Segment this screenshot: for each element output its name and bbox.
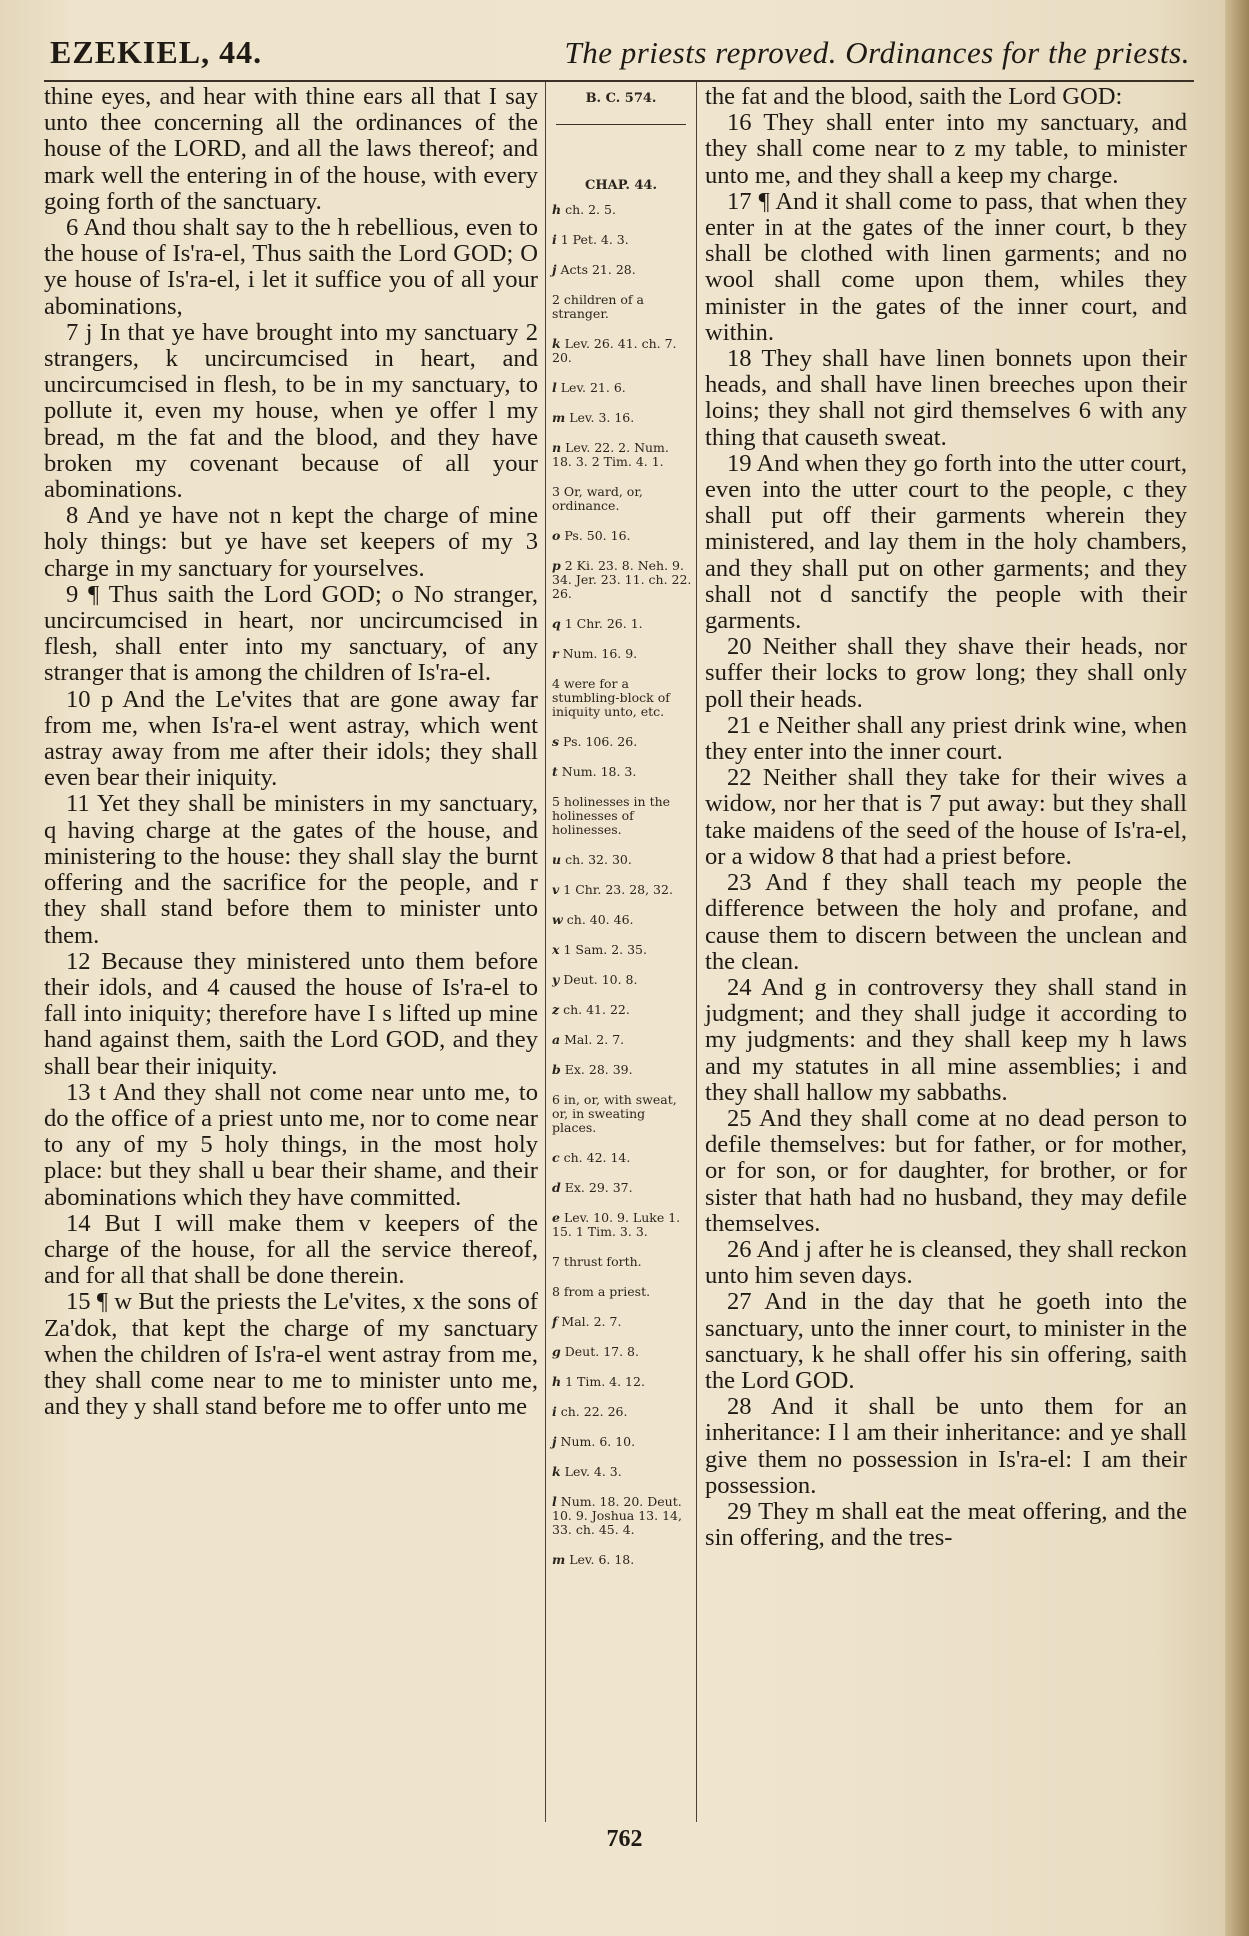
- cross-reference-note: [550, 1063, 692, 1077]
- reference-text: 1 Sam. 2. 35.: [563, 942, 647, 957]
- page-edge: [1225, 0, 1249, 1936]
- reference-text: ch. 40. 46.: [566, 912, 634, 927]
- reference-letter: o: [552, 528, 561, 543]
- reference-text: Lev. 26. 41. ch. 7. 20.: [552, 336, 677, 365]
- reference-text: Num. 18. 20. Deut. 10. 9. Joshua 13. 14, 33. ch. 45. 4.: [552, 1494, 682, 1537]
- cross-reference-note: [550, 1345, 692, 1359]
- page-topic: The priests reproved. Ordinances for the priests.: [564, 35, 1190, 70]
- reference-text: ch. 41. 22.: [563, 1002, 630, 1017]
- reference-text: 5 holinesses in the holinesses of holinesses.: [552, 794, 671, 837]
- reference-text: Lev. 4. 3.: [564, 1464, 622, 1479]
- cross-reference-list: [550, 203, 692, 1567]
- verse-paragraph: 11 Yet they shall be ministers in my sanctuary, q having charge at the gates of the house, and ministering to the house: they shall slay the burnt offering and the sacrifice for the people, and r they shall stand before them to minister unto them.: [44, 790, 538, 949]
- verse-paragraph: 20 Neither shall they shave their heads, nor suffer their locks to grow long; they shall only poll their heads.: [705, 633, 1187, 713]
- cross-reference-note: [550, 853, 692, 867]
- reference-text: Lev. 3. 16.: [569, 410, 635, 425]
- reference-text: 1 Chr. 26. 1.: [564, 616, 643, 631]
- reference-letter: j: [552, 1434, 557, 1449]
- verse-paragraph: 28 And it shall be unto them for an inheritance: I l am their inheritance: and ye shall give them no possession in Is'ra-el: I am their possession.: [705, 1393, 1187, 1499]
- reference-text: 2 children of a stranger.: [552, 292, 644, 321]
- left-text-column: [44, 84, 538, 1420]
- cross-reference-note: [550, 735, 692, 749]
- reference-text: ch. 32. 30.: [565, 852, 632, 867]
- cross-reference-note: [550, 233, 692, 247]
- cross-reference-note: [550, 559, 692, 601]
- cross-reference-note: [550, 263, 692, 277]
- reference-text: Lev. 10. 9. Luke 1. 15. 1 Tim. 3. 3.: [552, 1210, 681, 1239]
- book-title: EZEKIEL, 44.: [50, 34, 263, 70]
- right-text-column: [705, 84, 1187, 1551]
- verse-paragraph: 18 They shall have linen bonnets upon their heads, and shall have linen breeches upon their loins; they shall not gird themselves 6 with any thing that causeth sweat.: [705, 345, 1187, 451]
- reference-text: 1 Pet. 4. 3.: [560, 232, 629, 247]
- reference-text: Ex. 28. 39.: [564, 1062, 633, 1077]
- cross-reference-note: [550, 1033, 692, 1047]
- reference-text: Ps. 50. 16.: [564, 528, 631, 543]
- reference-letter: u: [552, 852, 562, 867]
- reference-text: ch. 2. 5.: [565, 202, 616, 217]
- reference-letter: s: [552, 734, 560, 749]
- reference-text: Num. 18. 3.: [561, 764, 637, 779]
- reference-letter: g: [552, 1344, 561, 1359]
- cross-reference-note: [550, 441, 692, 469]
- reference-letter: r: [552, 646, 559, 661]
- reference-text: ch. 22. 26.: [560, 1404, 628, 1419]
- verse-paragraph: 26 And j after he is cleansed, they shall reckon unto him seven days.: [705, 1235, 1187, 1290]
- reference-letter: l: [552, 380, 557, 395]
- column-divider-right: [696, 82, 697, 1822]
- reference-letter: p: [552, 558, 561, 573]
- reference-letter: z: [552, 1002, 560, 1017]
- cross-reference-note: [550, 1255, 692, 1269]
- verse-paragraph: 21 e Neither shall any priest drink wine, when they enter into the inner court.: [705, 711, 1187, 766]
- verse-paragraph: 17 ¶ And it shall come to pass, that when they enter in at the gates of the inner court, b they shall be clothed with linen garments; and no wool shall come upon them, whiles they minister in the gates of the inner court, and within.: [705, 187, 1187, 346]
- reference-letter: v: [552, 882, 560, 897]
- reference-letter: j: [552, 262, 557, 277]
- reference-text: Lev. 22. 2. Num. 18. 3. 2 Tim. 4. 1.: [552, 440, 669, 469]
- verse-paragraph: 25 And they shall come at no dead person to defile themselves: but for father, or for mother, or for son, or for daughter, for brother, or for sister that hath had no husband, they may defile themselves.: [705, 1104, 1187, 1237]
- reference-letter: y: [552, 972, 560, 987]
- reference-text: 2 Ki. 23. 8. Neh. 9. 34. Jer. 23. 11. ch. 22. 26.: [552, 558, 692, 601]
- verse-paragraph: thine eyes, and hear with thine ears all that I say unto thee concerning all the ordinances of the house of the LORD, and all the laws thereof; and mark well the entering in of the house, with every going forth of the sanctuary.: [44, 83, 538, 215]
- cross-reference-note: [550, 1315, 692, 1329]
- cross-reference-note: [550, 1285, 692, 1299]
- cross-reference-note: [550, 943, 692, 957]
- reference-letter: f: [552, 1314, 558, 1329]
- reference-letter: k: [552, 336, 561, 351]
- cross-reference-note: [550, 913, 692, 927]
- verse-paragraph: 7 j In that ye have brought into my sanctuary 2 strangers, k uncircumcised in heart, and uncircumcised in flesh, to be in my sanctuary, to pollute it, even my house, when ye offer l my bread, m the fat and the blood, and they have broken my covenant because of all your abominations.: [44, 318, 538, 504]
- reference-text: Lev. 21. 6.: [560, 380, 626, 395]
- reference-text: 1 Tim. 4. 12.: [565, 1374, 645, 1389]
- reference-letter: d: [552, 1180, 561, 1195]
- reference-letter: a: [552, 1032, 561, 1047]
- cross-reference-note: [550, 1151, 692, 1165]
- reference-text: 4 were for a stumbling-block of iniquity unto, etc.: [552, 676, 670, 719]
- reference-text: Mal. 2. 7.: [564, 1032, 625, 1047]
- reference-letter: t: [552, 764, 558, 779]
- reference-letter: n: [552, 440, 562, 455]
- verse-paragraph: 29 They m shall eat the meat offering, and the sin offering, and the tres-: [705, 1497, 1187, 1552]
- verse-paragraph: 12 Because they ministered unto them before their idols, and 4 caused the house of Is'ra-el to fall into iniquity; therefore have I s lifted up mine hand against them, saith the Lord GOD, and they shall bear their iniquity.: [44, 947, 538, 1080]
- era-label: B. C. 574.: [585, 91, 657, 106]
- cross-reference-note: [550, 485, 692, 513]
- cross-reference-note: [550, 617, 692, 631]
- verse-paragraph: 16 They shall enter into my sanctuary, and they shall come near to z my table, to minister unto me, and they shall a keep my charge.: [705, 109, 1187, 189]
- cross-reference-note: [550, 1495, 692, 1537]
- reference-text: 6 in, or, with sweat, or, in sweating places.: [552, 1092, 677, 1135]
- cross-reference-note: [550, 381, 692, 395]
- center-reference-column: [550, 84, 692, 1583]
- reference-text: Acts 21. 28.: [560, 262, 636, 277]
- cross-reference-note: [550, 203, 692, 217]
- reference-letter: q: [552, 616, 561, 631]
- reference-letter: c: [552, 1150, 560, 1165]
- cross-reference-note: [550, 795, 692, 837]
- reference-letter: l: [552, 1494, 557, 1509]
- reference-letter: e: [552, 1210, 560, 1225]
- cross-reference-note: [550, 337, 692, 365]
- chapter-label: CHAP. 44.: [584, 178, 657, 193]
- cross-reference-note: [550, 1465, 692, 1479]
- cross-reference-note: [550, 529, 692, 543]
- reference-letter: h: [552, 1374, 562, 1389]
- cross-reference-note: [550, 1375, 692, 1389]
- verse-paragraph: 27 And in the day that he goeth into the sanctuary, unto the inner court, to minister in the sanctuary, k he shall offer his sin offering, saith the Lord GOD.: [705, 1288, 1187, 1394]
- reference-text: 7 thrust forth.: [552, 1254, 642, 1269]
- reference-letter: i: [552, 232, 557, 247]
- cross-reference-note: [550, 1435, 692, 1449]
- cross-reference-note: [550, 677, 692, 719]
- verse-paragraph: 14 But I will make them v keepers of the charge of the house, for all the service thereof, and for all that shall be done therein.: [44, 1209, 538, 1290]
- verse-paragraph: 24 And g in controversy they shall stand in judgment; and they shall judge it according to my judgments: and they shall keep my h laws and my statutes in all mine assemblies; i and they shall hallow my sabbaths.: [705, 973, 1187, 1106]
- reference-text: ch. 42. 14.: [563, 1150, 631, 1165]
- reference-letter: w: [552, 912, 563, 927]
- reference-text: Lev. 6. 18.: [569, 1552, 635, 1567]
- reference-text: Mal. 2. 7.: [561, 1314, 622, 1329]
- header-rule: [44, 80, 1194, 82]
- reference-text: Ps. 106. 26.: [563, 734, 638, 749]
- cross-reference-note: [550, 1211, 692, 1239]
- reference-letter: x: [552, 942, 560, 957]
- cross-reference-note: [550, 1553, 692, 1567]
- verse-paragraph: 19 And when they go forth into the utter court, even into the utter court to the people, c they shall put off their garments wherein they ministered, and lay them in the holy chambers, and they shall put on other garments; and they shall not d sanctify the people with their garments.: [705, 449, 1187, 635]
- cross-reference-note: [550, 647, 692, 661]
- page-number: 762: [606, 1826, 643, 1852]
- reference-letter: b: [552, 1062, 561, 1077]
- reference-text: Ex. 29. 37.: [564, 1180, 633, 1195]
- column-divider-left: [545, 82, 546, 1822]
- reference-text: Deut. 17. 8.: [564, 1344, 639, 1359]
- cross-reference-note: [550, 883, 692, 897]
- cross-reference-note: [550, 973, 692, 987]
- verse-paragraph: 10 p And the Le'vites that are gone away far from me, when Is'ra-el went astray, which went astray away from me after their idols; they shall even bear their iniquity.: [44, 685, 538, 792]
- reference-letter: k: [552, 1464, 561, 1479]
- verse-paragraph: the fat and the blood, saith the Lord GOD:: [705, 83, 1123, 110]
- cross-reference-note: [550, 293, 692, 321]
- cross-reference-note: [550, 1003, 692, 1017]
- reference-text: Num. 16. 9.: [562, 646, 638, 661]
- reference-letter: h: [552, 202, 562, 217]
- cross-reference-note: [550, 411, 692, 425]
- reference-text: Num. 6. 10.: [560, 1434, 636, 1449]
- reference-text: 3 Or, ward, or, ordinance.: [552, 484, 643, 513]
- reference-letter: m: [552, 410, 566, 425]
- reference-text: Deut. 10. 8.: [563, 972, 638, 987]
- reference-text: 1 Chr. 23. 28, 32.: [563, 882, 673, 897]
- reference-text: 8 from a priest.: [552, 1284, 651, 1299]
- verse-paragraph: 6 And thou shalt say to the h rebellious, even to the house of Is'ra-el, Thus saith the Lord GOD; O ye house of Is'ra-el, i let it suffice you of all your abominations,: [44, 214, 538, 320]
- verse-paragraph: 13 t And they shall not come near unto me, to do the office of a priest unto me, nor to come near to any of my 5 holy things, in the most holy place: but they shall u bear their shame, and their abominations which they have committed.: [44, 1078, 538, 1211]
- verse-paragraph: 22 Neither shall they take for their wives a widow, nor her that is 7 put away: but they shall take maidens of the seed of the house of Is'ra-el, or a widow 8 that had a priest before.: [705, 764, 1187, 870]
- cross-reference-note: [550, 1093, 692, 1135]
- cross-reference-note: [550, 765, 692, 779]
- reference-letter: m: [552, 1552, 566, 1567]
- verse-paragraph: 23 And f they shall teach my people the difference between the holy and profane, and cause them to discern between the unclean and the clean.: [705, 869, 1187, 975]
- era-rule: [556, 124, 686, 125]
- cross-reference-note: [550, 1181, 692, 1195]
- reference-letter: i: [552, 1404, 557, 1419]
- verse-paragraph: 9 ¶ Thus saith the Lord GOD; o No stranger, uncircumcised in heart, nor uncircumcised in flesh, shall enter into my sanctuary, of any stranger that is among the children of Is'ra-el.: [44, 580, 538, 687]
- verse-paragraph: 15 ¶ w But the priests the Le'vites, x the sons of Za'dok, that kept the charge of my sanctuary when the children of Is'ra-el went astray from me, they shall come near to me to minister unto me, and they y shall stand before me to offer unto me: [44, 1288, 538, 1421]
- running-header: [50, 34, 1190, 80]
- cross-reference-note: [550, 1405, 692, 1419]
- verse-paragraph: 8 And ye have not n kept the charge of mine holy things: but ye have set keepers of my 3 charge in my sanctuary for yourselves.: [44, 502, 538, 582]
